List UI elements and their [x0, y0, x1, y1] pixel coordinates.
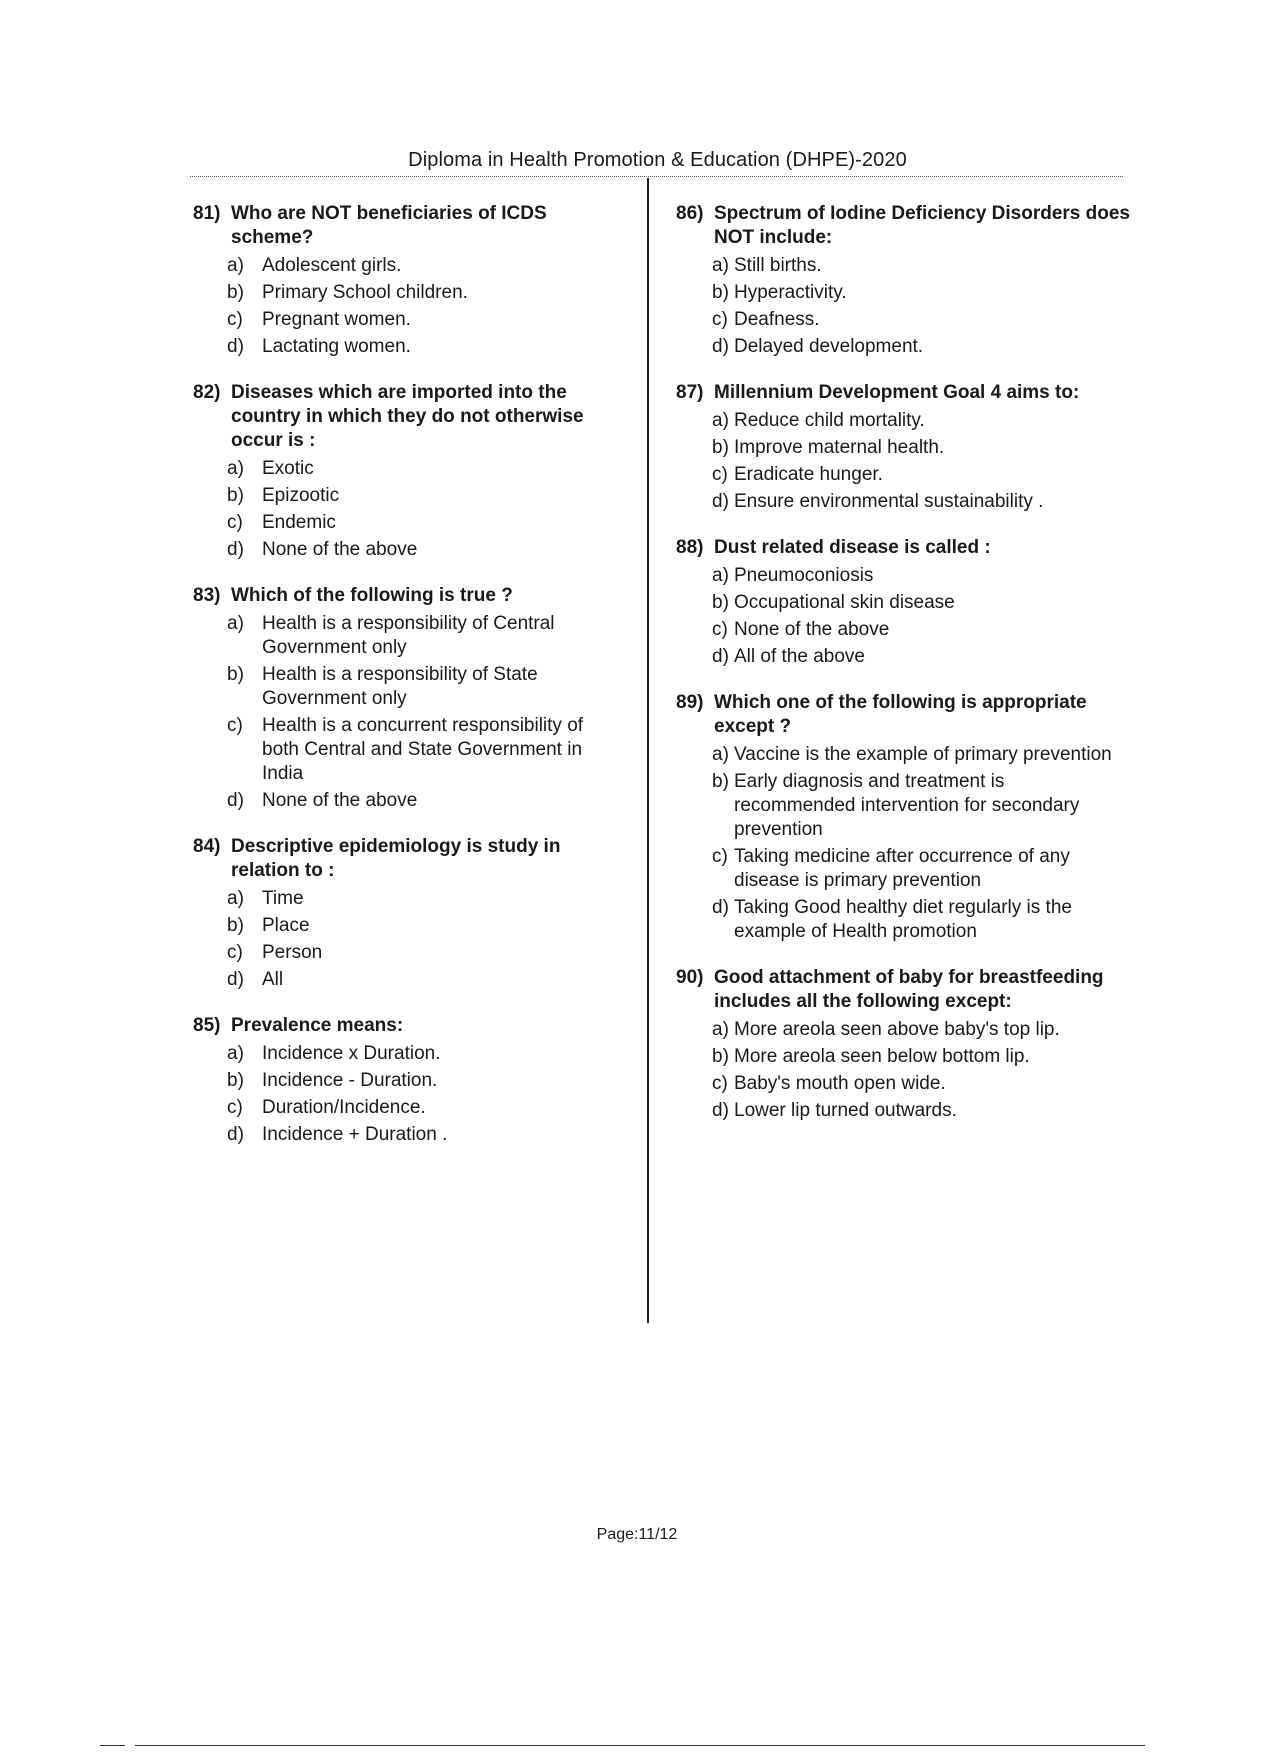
- question-number: 88): [676, 537, 704, 558]
- option-item: [712, 770, 1131, 842]
- option-item: [227, 1123, 623, 1147]
- question-text: Spectrum of Iodine Deficiency Disorders does NOT include:: [714, 203, 1130, 248]
- option-item: [227, 457, 623, 481]
- option-key: b): [712, 771, 729, 792]
- option-key: a): [227, 1043, 244, 1064]
- option-key: d): [227, 336, 244, 357]
- option-key: a): [227, 613, 244, 634]
- option-item: [227, 612, 623, 660]
- option-item: [712, 743, 1131, 767]
- option-list: [227, 1042, 623, 1147]
- option-list: [712, 743, 1131, 944]
- option-text: More areola seen below bottom lip.: [734, 1046, 1030, 1067]
- question-item: [676, 202, 1131, 359]
- option-text: Still births.: [734, 255, 822, 276]
- question-title: [193, 381, 623, 453]
- option-item: [712, 1045, 1131, 1069]
- option-text: None of the above: [262, 790, 418, 811]
- option-item: [712, 335, 1131, 359]
- option-item: [712, 490, 1131, 514]
- option-text: Primary School children.: [262, 282, 468, 303]
- option-key: d): [227, 539, 244, 560]
- option-key: a): [712, 565, 729, 586]
- option-item: [712, 896, 1131, 944]
- option-key: b): [227, 485, 244, 506]
- option-key: c): [227, 942, 243, 963]
- option-key: b): [712, 1046, 729, 1067]
- question-number: 81): [193, 203, 221, 224]
- option-text: Taking medicine after occurrence of any disease is primary prevention: [734, 846, 1070, 891]
- option-key: d): [227, 790, 244, 811]
- option-text: Pneumoconiosis: [734, 565, 874, 586]
- bottom-divider: [135, 1745, 1145, 1746]
- option-item: [712, 1099, 1131, 1123]
- option-key: d): [227, 1124, 244, 1145]
- option-text: Incidence x Duration.: [262, 1043, 441, 1064]
- question-title: [676, 536, 1131, 560]
- option-item: [227, 887, 623, 911]
- option-item: [712, 463, 1131, 487]
- option-key: a): [227, 255, 244, 276]
- option-text: All: [262, 969, 284, 990]
- option-key: a): [712, 255, 729, 276]
- option-key: c): [227, 309, 243, 330]
- option-key: b): [712, 282, 729, 303]
- option-item: [712, 254, 1131, 278]
- option-item: [227, 308, 623, 332]
- option-list: [712, 254, 1131, 359]
- option-key: d): [712, 646, 729, 667]
- option-text: Place: [262, 915, 310, 936]
- option-item: [712, 436, 1131, 460]
- option-item: [227, 968, 623, 992]
- question-item: [676, 536, 1131, 669]
- option-list: [712, 1018, 1131, 1123]
- question-text: Diseases which are imported into the country in which they do not otherwise occur is :: [231, 382, 584, 451]
- page-header-title: Diploma in Health Promotion & Education (DHPE)-2020: [408, 149, 907, 171]
- question-text: Millennium Development Goal 4 aims to:: [714, 382, 1080, 403]
- question-item: [676, 691, 1131, 944]
- option-key: c): [712, 309, 728, 330]
- option-key: c): [712, 464, 728, 485]
- question-number: 85): [193, 1015, 221, 1036]
- option-key: b): [227, 282, 244, 303]
- question-text: Who are NOT beneficiaries of ICDS scheme?: [231, 203, 547, 248]
- option-text: Time: [262, 888, 304, 909]
- question-text: Good attachment of baby for breastfeeding includes all the following except:: [714, 967, 1104, 1012]
- question-text: Which of the following is true ?: [231, 585, 513, 606]
- option-key: c): [712, 619, 728, 640]
- question-item: [676, 966, 1131, 1123]
- question-title: [193, 202, 623, 250]
- option-item: [712, 281, 1131, 305]
- option-item: [712, 1018, 1131, 1042]
- option-text: Improve maternal health.: [734, 437, 945, 458]
- option-key: a): [712, 744, 729, 765]
- option-list: [712, 409, 1131, 514]
- column-divider: [647, 178, 649, 1323]
- option-key: c): [712, 846, 728, 867]
- question-item: [193, 835, 623, 992]
- option-key: b): [227, 664, 244, 685]
- bottom-mark: [100, 1745, 125, 1746]
- option-item: [227, 663, 623, 711]
- option-item: [227, 335, 623, 359]
- option-key: a): [227, 888, 244, 909]
- option-text: Baby's mouth open wide.: [734, 1073, 946, 1094]
- question-number: 89): [676, 692, 704, 713]
- option-text: Reduce child mortality.: [734, 410, 925, 431]
- question-number: 84): [193, 836, 221, 857]
- option-text: Health is a responsibility of Central Government only: [262, 613, 555, 658]
- option-text: Delayed development.: [734, 336, 924, 357]
- option-text: Taking Good healthy diet regularly is the example of Health promotion: [734, 897, 1072, 942]
- option-text: Incidence + Duration .: [262, 1124, 448, 1145]
- question-number: 86): [676, 203, 704, 224]
- option-item: [712, 591, 1131, 615]
- option-key: b): [712, 592, 729, 613]
- question-title: [676, 381, 1131, 405]
- option-item: [712, 645, 1131, 669]
- question-text: Descriptive epidemiology is study in relation to :: [231, 836, 561, 881]
- option-key: d): [712, 1100, 729, 1121]
- question-number: 90): [676, 967, 704, 988]
- option-text: Deafness.: [734, 309, 820, 330]
- option-text: None of the above: [734, 619, 890, 640]
- option-key: a): [227, 458, 244, 479]
- option-item: [227, 511, 623, 535]
- option-item: [712, 1072, 1131, 1096]
- question-item: [193, 584, 623, 813]
- question-text: Prevalence means:: [231, 1015, 404, 1036]
- option-text: Endemic: [262, 512, 336, 533]
- option-key: c): [712, 1073, 728, 1094]
- option-item: [227, 1042, 623, 1066]
- option-list: [227, 254, 623, 359]
- option-item: [712, 308, 1131, 332]
- option-text: Occupational skin disease: [734, 592, 955, 613]
- option-key: d): [227, 969, 244, 990]
- header-divider: [190, 176, 1123, 177]
- question-text: Which one of the following is appropriate except ?: [714, 692, 1087, 737]
- question-item: [676, 381, 1131, 514]
- option-key: d): [712, 336, 729, 357]
- option-text: Health is a concurrent responsibility of both Central and State Government in India: [262, 715, 584, 784]
- option-text: All of the above: [734, 646, 865, 667]
- question-number: 87): [676, 382, 704, 403]
- option-text: Vaccine is the example of primary prevention: [734, 744, 1112, 765]
- question-title: [676, 966, 1131, 1014]
- option-item: [712, 845, 1131, 893]
- option-item: [227, 789, 623, 813]
- option-key: b): [712, 437, 729, 458]
- option-key: b): [227, 915, 244, 936]
- option-key: b): [227, 1070, 244, 1091]
- option-list: [227, 457, 623, 562]
- option-key: d): [712, 491, 729, 512]
- question-item: [193, 1014, 623, 1147]
- option-item: [227, 914, 623, 938]
- question-number: 83): [193, 585, 221, 606]
- option-item: [227, 714, 623, 786]
- option-text: Eradicate hunger.: [734, 464, 883, 485]
- option-text: More areola seen above baby's top lip.: [734, 1019, 1060, 1040]
- option-item: [227, 281, 623, 305]
- option-key: d): [712, 897, 729, 918]
- option-key: a): [712, 1019, 729, 1040]
- option-list: [227, 612, 623, 813]
- question-title: [193, 835, 623, 883]
- right-question-column: [676, 202, 1131, 1145]
- option-text: Person: [262, 942, 323, 963]
- question-text: Dust related disease is called :: [714, 537, 991, 558]
- option-text: Hyperactivity.: [734, 282, 847, 303]
- question-title: [676, 691, 1131, 739]
- option-list: [227, 887, 623, 992]
- question-number: 82): [193, 382, 221, 403]
- option-list: [712, 564, 1131, 669]
- option-item: [227, 254, 623, 278]
- option-text: Exotic: [262, 458, 314, 479]
- option-text: Pregnant women.: [262, 309, 411, 330]
- option-text: Incidence - Duration.: [262, 1070, 438, 1091]
- option-item: [227, 484, 623, 508]
- question-title: [193, 1014, 623, 1038]
- page-number: Page:11/12: [596, 1526, 678, 1543]
- option-item: [227, 1096, 623, 1120]
- option-item: [712, 409, 1131, 433]
- option-key: c): [227, 1097, 243, 1118]
- option-item: [712, 564, 1131, 588]
- option-text: Adolescent girls.: [262, 255, 402, 276]
- option-item: [227, 1069, 623, 1093]
- option-key: c): [227, 715, 243, 736]
- option-text: None of the above: [262, 539, 418, 560]
- option-text: Lower lip turned outwards.: [734, 1100, 957, 1121]
- left-question-column: [193, 202, 623, 1169]
- option-item: [227, 538, 623, 562]
- question-item: [193, 202, 623, 359]
- option-text: Health is a responsibility of State Government only: [262, 664, 538, 709]
- question-title: [193, 584, 623, 608]
- question-item: [193, 381, 623, 562]
- option-item: [227, 941, 623, 965]
- option-text: Early diagnosis and treatment is recommended intervention for secondary prevention: [734, 771, 1080, 840]
- option-key: a): [712, 410, 729, 431]
- option-text: Duration/Incidence.: [262, 1097, 426, 1118]
- option-item: [712, 618, 1131, 642]
- option-text: Ensure environmental sustainability .: [734, 491, 1044, 512]
- option-text: Lactating women.: [262, 336, 411, 357]
- question-title: [676, 202, 1131, 250]
- option-text: Epizootic: [262, 485, 340, 506]
- option-key: c): [227, 512, 243, 533]
